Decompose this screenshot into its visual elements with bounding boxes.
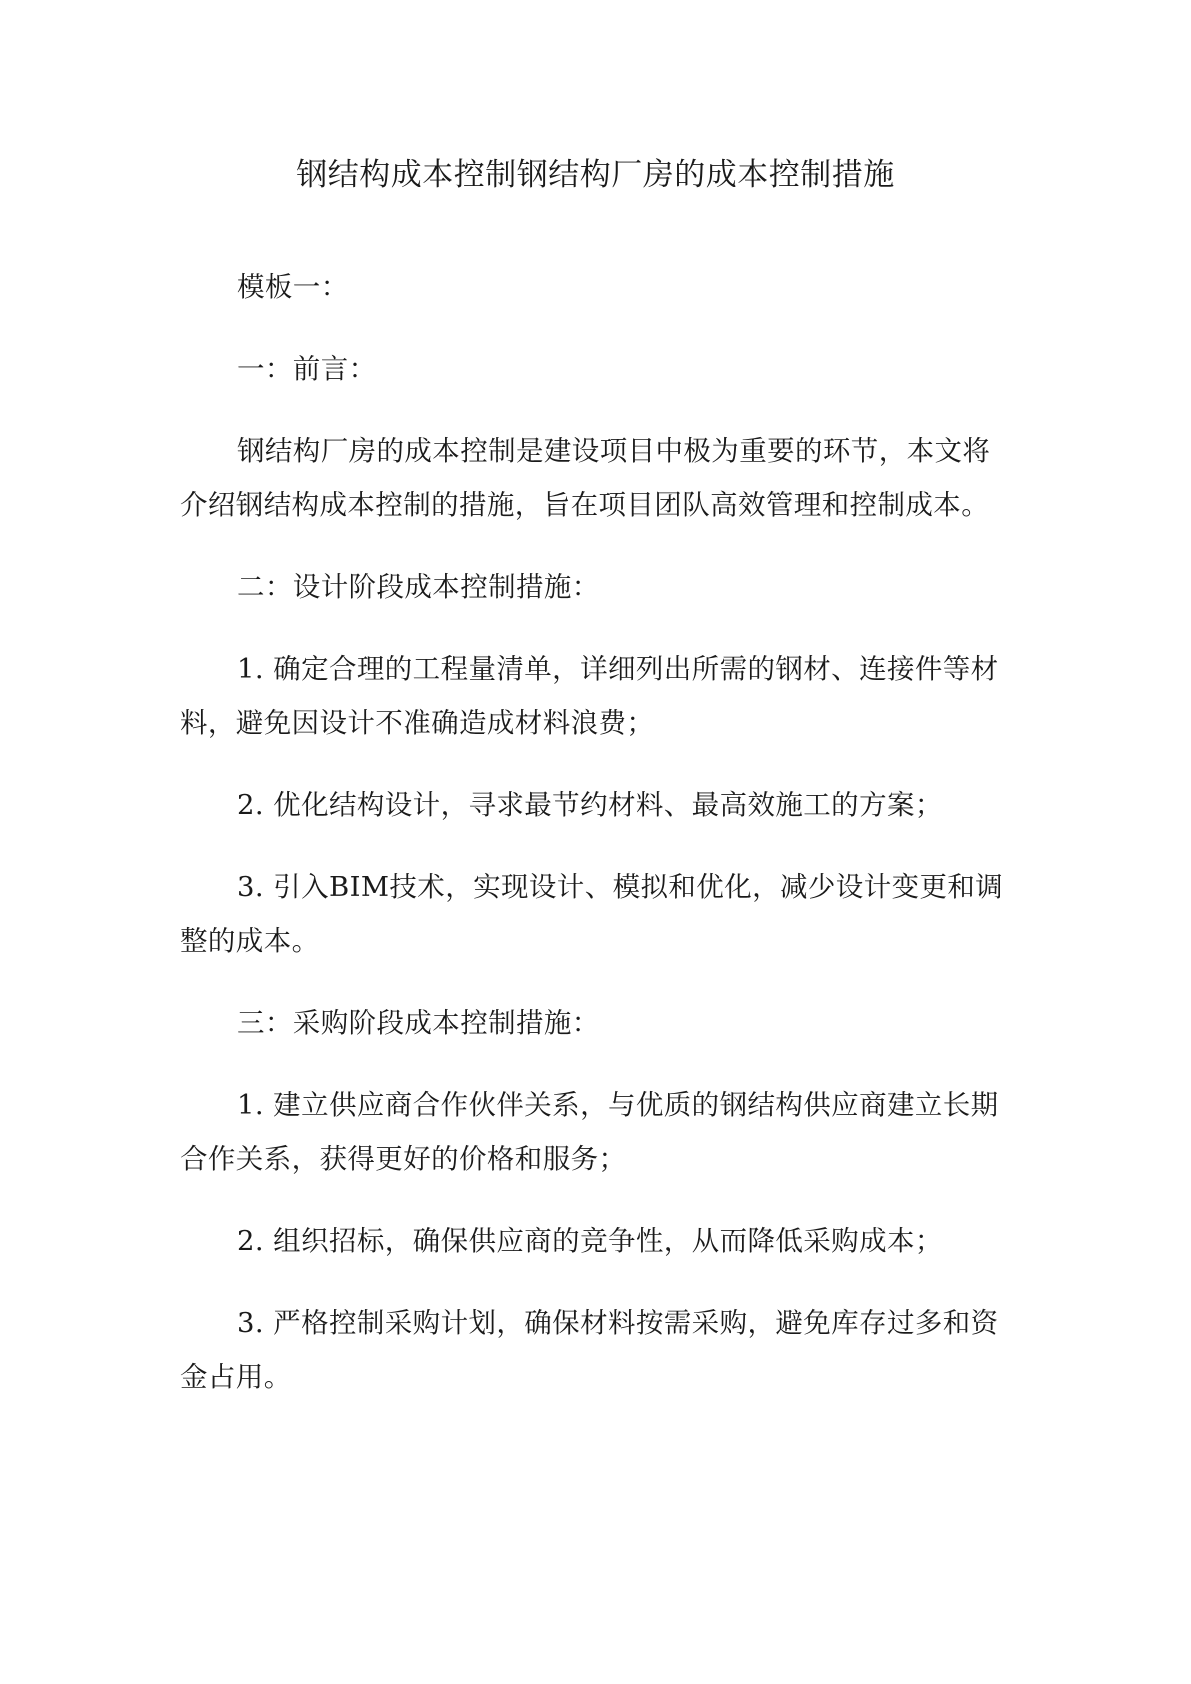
preface-paragraph: 钢结构厂房的成本控制是建设项目中极为重要的环节，本文将介绍钢结构成本控制的措施，旨在项目团队高效管理和控制成本。 [180,435,991,521]
procurement-item-3: 3. 严格控制采购计划，确保材料按需采购，避免库存过多和资金占用。 [180,1307,999,1393]
section-heading-preface: 一：前言： [237,353,377,385]
design-item-3: 3. 引入BIM技术，实现设计、模拟和优化，减少设计变更和调整的成本。 [180,871,1004,957]
template-label: 模板一： [237,271,349,303]
procurement-item-1: 1. 建立供应商合作伙伴关系，与优质的钢结构供应商建立长期合作关系，获得更好的价格和服务； [180,1089,999,1175]
design-item-1: 1. 确定合理的工程量清单，详细列出所需的钢材、连接件等材料，避免因设计不准确造成材料浪费； [180,653,999,739]
document-title: 钢结构成本控制钢结构厂房的成本控制措施 [296,157,895,193]
section-heading-procurement: 三：采购阶段成本控制措施： [237,1007,600,1039]
procurement-item-2: 2. 组织招标，确保供应商的竞争性，从而降低采购成本； [237,1225,943,1257]
document-body [180,260,1015,1432]
design-item-2: 2. 优化结构设计，寻求最节约材料、最高效施工的方案； [237,789,943,821]
section-heading-design: 二：设计阶段成本控制措施： [237,571,600,603]
